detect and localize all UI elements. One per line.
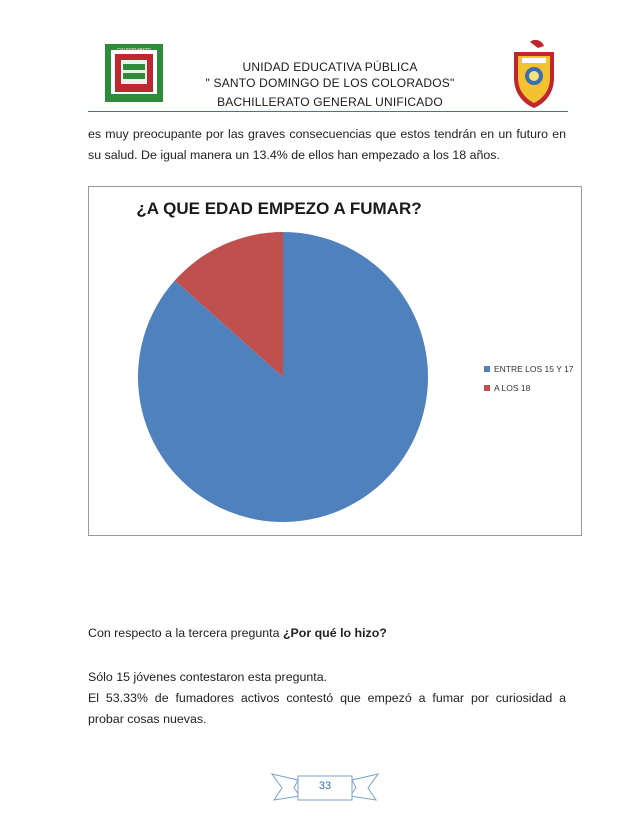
legend-item	[484, 378, 574, 397]
question-bold: ¿Por qué lo hizo?	[282, 626, 387, 640]
legend-label: ENTRE LOS 15 Y 17	[494, 363, 574, 374]
legend-label: A LOS 18	[494, 382, 531, 393]
pie-chart-frame	[88, 186, 582, 536]
legend-item	[484, 359, 574, 378]
header-line-1: UNIDAD EDUCATIVA PÚBLICA	[242, 60, 418, 74]
legend-swatch	[484, 366, 490, 372]
answer-line-1: El 53.33% de fumadores activos contestó que empezó a fumar por curiosidad a	[88, 691, 566, 705]
header-rule	[88, 111, 568, 112]
question-prefix: Con respecto a la tercera pregunta	[88, 626, 283, 640]
chart-title: ¿A QUE EDAD EMPEZO A FUMAR?	[136, 199, 422, 218]
logo-text: COLEGIO MIXTO	[117, 47, 151, 52]
chart-legend	[484, 359, 574, 397]
school-logo-left	[103, 42, 165, 104]
school-crest-right	[508, 38, 560, 110]
header-line-2: " SANTO DOMINGO DE LOS COLORADOS"	[205, 76, 455, 90]
question-line	[88, 623, 566, 644]
answer-line-2: probar cosas nuevas.	[88, 712, 207, 726]
page-number: 33	[318, 780, 332, 792]
answer-count-line: Sólo 15 jóvenes contestaron esta pregunta.	[88, 670, 328, 684]
header-line-3: BACHILLERATO GENERAL UNIFICADO	[217, 95, 443, 109]
paragraph-line-1: es muy preocupante por las graves consecuencias que estos tendrán en un futuro en	[88, 127, 566, 141]
legend-swatch	[484, 385, 490, 391]
paragraph-line-2: su salud. De igual manera un 13.4% de ellos han empezado a los 18 años.	[88, 148, 500, 162]
page-number-ribbon	[270, 770, 380, 810]
